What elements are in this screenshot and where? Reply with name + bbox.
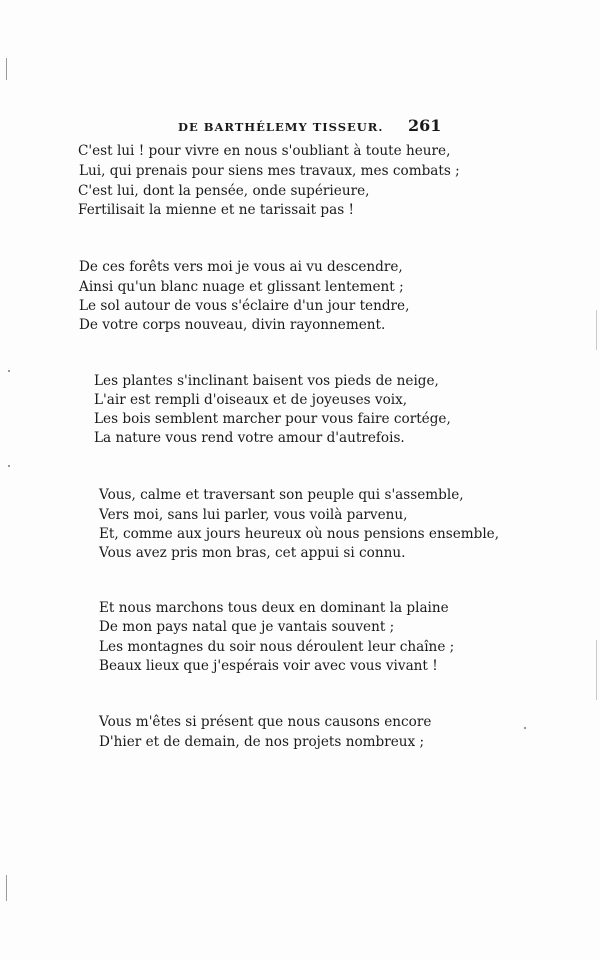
verse-line: Beaux lieux que j'espérais voir avec vous vivant ! bbox=[99, 658, 438, 674]
verse-line: De ces forêts vers moi je vous ai vu descendre, bbox=[79, 259, 403, 275]
scan-speck bbox=[8, 465, 10, 467]
verse-line: Et, comme aux jours heureux où nous pensions ensemble, bbox=[99, 526, 500, 542]
verse-line: Fertilisait la mienne et ne tarissait pas ! bbox=[78, 202, 354, 218]
verse-line: Vous avez pris mon bras, cet appui si connu. bbox=[99, 545, 406, 561]
verse-line: La nature vous rend votre amour d'autrefois. bbox=[94, 430, 405, 446]
verse-line: Lui, qui prenais pour siens mes travaux, mes combats ; bbox=[79, 163, 460, 179]
verse-line: Les bois semblent marcher pour vous faire cortége, bbox=[94, 411, 451, 427]
verse-line: Vous, calme et traversant son peuple qui s'assemble, bbox=[99, 487, 464, 503]
verse-line: D'hier et de demain, de nos projets nombreux ; bbox=[99, 734, 425, 750]
verse-line: Ainsi qu'un blanc nuage et glissant lentement ; bbox=[79, 279, 404, 295]
verse-line: De votre corps nouveau, divin rayonnement. bbox=[79, 317, 386, 333]
verse-line: Vers moi, sans lui parler, vous voilà parvenu, bbox=[99, 507, 408, 523]
verse-line: L'air est rempli d'oiseaux et de joyeuses voix, bbox=[94, 392, 408, 408]
scan-edge-mark bbox=[596, 310, 597, 350]
scan-speck bbox=[8, 370, 10, 372]
verse-line: C'est lui ! pour vivre en nous s'oubliant à toute heure, bbox=[78, 143, 451, 159]
verse-line: Et nous marchons tous deux en dominant la plaine bbox=[99, 600, 449, 616]
verse-line: Vous m'êtes si présent que nous causons encore bbox=[99, 714, 432, 730]
scan-speck bbox=[524, 727, 526, 729]
scan-edge-mark bbox=[596, 640, 597, 700]
running-title: DE BARTHÉLEMY TISSEUR. bbox=[178, 120, 384, 134]
verse-line: De mon pays natal que je vantais souvent ; bbox=[99, 619, 395, 635]
verse-line: C'est lui, dont la pensée, onde supérieure, bbox=[78, 183, 370, 199]
page-number: 261 bbox=[408, 116, 442, 135]
verse-line: Les montagnes du soir nous déroulent leur chaîne ; bbox=[99, 639, 455, 655]
scan-edge-mark bbox=[6, 58, 7, 80]
scan-edge-mark bbox=[6, 875, 7, 901]
verse-line: Le sol autour de vous s'éclaire d'un jour tendre, bbox=[79, 298, 410, 314]
verse-line: Les plantes s'inclinant baisent vos pieds de neige, bbox=[94, 373, 439, 389]
